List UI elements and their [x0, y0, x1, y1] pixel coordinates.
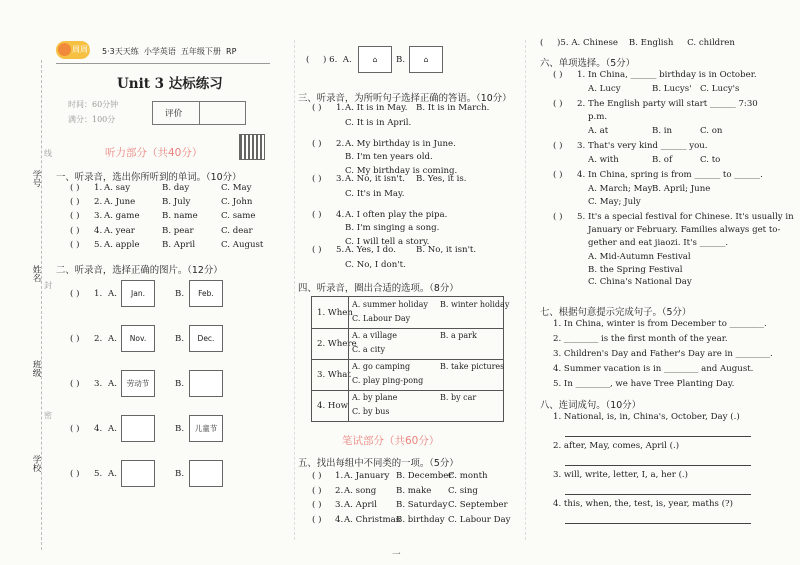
q5-option-a: A. January [344, 471, 390, 481]
student-name-label: 姓名 [31, 265, 41, 283]
table-column-divider [348, 297, 349, 421]
q6-option-b: B. Lucys' [652, 84, 692, 94]
q2-number: 5. [94, 469, 103, 479]
q6-option-c: C. Lucy's [700, 84, 740, 94]
answer-bracket: ( ) [70, 225, 80, 236]
q5-item-5: ( )5. A. Chinese B. English C. children [540, 38, 735, 48]
q4-option-b: B. by car [440, 393, 477, 402]
q2-item-6: ( ) 6. A. [306, 55, 352, 65]
answer-bracket: ( ) [553, 170, 563, 180]
q4-question: 2. Where [317, 339, 357, 349]
q6-number: 5. [577, 212, 586, 222]
answer-bracket: ( ) [70, 334, 80, 344]
q6-option-b: B. in [652, 126, 673, 136]
q1-number: 3. [94, 211, 103, 222]
q2-a-label: A. [108, 289, 117, 299]
q3-option-c: C. It is in April. [345, 118, 412, 128]
q2-6-b-label: B. [396, 55, 406, 65]
q1-option-c: C. August [221, 239, 264, 250]
q6-stem: In China, ______ birthday is in October. [588, 70, 757, 80]
q6-option: C. China's National Day [588, 277, 692, 287]
q2-image-b: Dec. [189, 325, 223, 352]
q1-option-c: C. John [221, 197, 253, 208]
q2-a-label: A. [108, 424, 117, 434]
q5-number: 4. [335, 514, 344, 525]
q1-option-c: C. dear [221, 225, 253, 236]
page-number: 一 [392, 550, 401, 560]
q1-option-a: A. apple [104, 239, 140, 250]
q2-b-label: B. [175, 469, 185, 479]
answer-line [565, 494, 751, 495]
answer-bracket: ( ) [70, 183, 80, 193]
writing-title: 笔试部分（共60分） [342, 435, 440, 447]
q6-option-a: A. with [588, 155, 619, 165]
answer-bracket: ( ) [312, 245, 322, 255]
q2-number: 3. [94, 379, 103, 389]
class-label: 班级 [31, 360, 41, 378]
q2-b-label: B. [175, 289, 185, 299]
q6-stem: That's very kind ______ you. [588, 141, 708, 151]
q3-number: 5. [336, 245, 345, 255]
q2-b-label: B. [175, 424, 185, 434]
q1-option-c: C. May [221, 183, 252, 193]
rating-box: 评价 [152, 101, 246, 125]
q4-option-b: B. a park [440, 331, 477, 340]
listening-title: 听力部分（共40分） [105, 147, 203, 159]
answer-bracket: ( ) [312, 174, 322, 184]
q2-image-a: 劳动节 [121, 370, 155, 397]
answer-bracket: ( ) [312, 138, 322, 149]
q6-option-b: B. April; June [652, 184, 711, 194]
q6-option-c: C. May; July [588, 197, 641, 207]
answer-bracket: ( ) [70, 379, 80, 389]
table-row-divider [312, 359, 503, 360]
table-row-divider [312, 328, 503, 329]
answer-bracket: ( ) [70, 424, 80, 434]
q1-number: 5. [94, 239, 103, 250]
q8-prompt: 3. will, write, letter, I, a, her (.) [553, 470, 689, 480]
q2-image-a: Nov. [121, 325, 155, 352]
q6-number: 2. [577, 99, 586, 109]
q1-option-a: A. June [104, 197, 136, 208]
q6-stem: In China, spring is from ______ to ______. [588, 170, 763, 180]
q6-stem: The English party will start ______ 7:30 [588, 99, 758, 109]
q8-prompt: 4. this, when, the, test, is, year, maths (?) [553, 499, 733, 509]
answer-bracket: ( ) [70, 211, 80, 222]
q1-title: 一、听录音，选出你所听到的单词。（10分） [56, 172, 242, 183]
q4-option-a: A. a village [352, 331, 397, 340]
q5-number: 3. [335, 500, 344, 510]
q4-question: 1. When [317, 308, 353, 318]
q2-number: 2. [94, 334, 103, 344]
q7-sentence: 1. In China, winter is from December to ________. [553, 319, 767, 329]
q2-image-b [189, 460, 223, 487]
q1-option-b: B. pear [162, 225, 194, 236]
q6-number: 3. [577, 141, 586, 151]
q6-stem-line: p.m. [588, 112, 608, 122]
school-label: 学校 [31, 455, 41, 473]
q5-number: 1. [335, 471, 344, 481]
q4-question: 4. How [317, 401, 348, 411]
seal-mark: 封 [44, 281, 52, 290]
q1-option-b: B. day [162, 183, 190, 193]
q6-option-b: B. of [652, 155, 673, 165]
answer-line [565, 436, 751, 437]
q3-option-a: A. It is in May. [345, 103, 408, 113]
q2-title: 二、听录音，选择正确的图片。（12分） [56, 265, 223, 276]
q3-option: A. My birthday is in June. [345, 138, 456, 149]
q2-image-b [189, 370, 223, 397]
seal-line-mark: 线 [44, 149, 52, 158]
answer-bracket: ( ) [553, 99, 563, 109]
page-title: Unit 3 达标练习 [117, 76, 223, 92]
q2-number: 1. [94, 289, 103, 299]
q2-number: 4. [94, 424, 103, 434]
q6-title: 六、单项选择。（5分） [540, 58, 636, 69]
q4-option-b: B. take pictures [440, 362, 505, 371]
q7-sentence: 3. Children's Day and Father's Day are in ________. [553, 349, 773, 359]
q4-option-c: C. by bus [352, 407, 390, 416]
q4-title: 四、听录音，圈出合适的选项。（8分） [298, 283, 459, 294]
answer-bracket: ( ) [312, 103, 322, 113]
q2-image-a [121, 415, 155, 442]
answer-bracket: ( ) [312, 471, 322, 481]
q5-option-b: B. make [396, 485, 432, 496]
q7-sentence: 4. Summer vacation is in ________ and August. [553, 364, 754, 374]
q8-prompt: 2. after, May, comes, April (.) [553, 441, 680, 451]
q3-title: 三、听录音，为所听句子选择正确的答语。（10分） [298, 93, 512, 104]
q1-option-b: B. name [162, 211, 198, 222]
q6-number: 4. [577, 170, 586, 180]
q8-title: 八、连词成句。（10分） [540, 400, 641, 411]
q2-image-b: 儿童节 [189, 415, 223, 442]
q2-b-label: B. [175, 379, 185, 389]
q5-option-a: A. Christmas [344, 514, 401, 525]
q7-sentence: 2. ________ is the first month of the year. [553, 334, 728, 344]
q1-option-c: C. same [221, 211, 256, 222]
q1-number: 1. [94, 183, 103, 193]
q2-image-6b: ⌂ [409, 46, 443, 73]
binding-line [41, 60, 42, 550]
column-divider-2 [525, 40, 526, 540]
time-limit: 时间：60分钟 [68, 100, 119, 109]
q3-number: 3. [336, 174, 345, 184]
q1-option-b: B. April [162, 239, 196, 250]
q2-a-label: A. [108, 379, 117, 389]
q5-option-c: C. Labour Day [448, 514, 511, 525]
q5-number: 2. [335, 485, 344, 496]
q6-option-a: A. Lucy [588, 84, 621, 94]
q1-option-a: A. year [104, 225, 135, 236]
answer-bracket: ( ) [312, 485, 322, 496]
header-rule [56, 63, 270, 64]
q6-option: A. Mid-Autumn Festival [588, 252, 691, 262]
q3-option-a: A. No, it isn't. [345, 174, 406, 184]
q3-option-b: B. No, it isn't. [416, 245, 477, 255]
q3-number: 1. [336, 103, 345, 113]
q2-image-a: Jan. [121, 280, 155, 307]
q5-title: 五、找出每组中不同类的一项。（5分） [298, 458, 459, 469]
q3-option-c: C. It's in May. [345, 189, 405, 199]
q3-option: C. My birthday is coming. [345, 165, 458, 176]
q4-option-a: A. by plane [352, 393, 398, 402]
q5-option-a: A. April [344, 500, 377, 510]
q1-number: 4. [94, 225, 103, 236]
q6-stem: It's a special festival for Chinese. It's usually in [588, 212, 794, 222]
q5-option-c: C. September [448, 500, 508, 510]
q1-option-a: A. say [104, 183, 131, 193]
q1-option-b: B. July [162, 197, 191, 208]
q2-a-label: A. [108, 334, 117, 344]
answer-bracket: ( ) [70, 197, 80, 208]
q6-stem-line: gether and eat jiaozi. It's ______. [588, 238, 729, 248]
q8-prompt: 1. National, is, in, China's, October, Day (.) [553, 412, 740, 422]
q3-option-b: B. Yes, it is. [416, 174, 467, 184]
answer-line [565, 465, 751, 466]
q3-number: 2. [336, 138, 345, 149]
q6-option-c: C. on [700, 126, 723, 136]
q5-option-b: B. birthday [396, 514, 445, 525]
q1-option-a: A. game [104, 211, 140, 222]
q1-number: 2. [94, 197, 103, 208]
answer-bracket: ( ) [553, 141, 563, 151]
answer-bracket: ( ) [70, 289, 80, 299]
q4-option-c: C. Labour Day [352, 314, 411, 323]
table-row-divider [312, 390, 503, 391]
q5-option-c: C. month [448, 471, 488, 481]
q2-image-6a: ⌂ [358, 46, 392, 73]
column-divider-1 [294, 40, 295, 540]
q6-option-a: A. March; May [588, 184, 653, 194]
answer-bracket: ( ) [70, 469, 80, 479]
q4-option-a: A. summer holiday [352, 300, 428, 309]
q3-option-c: C. No, I don't. [345, 260, 406, 270]
q4-option-b: B. winter holiday [440, 300, 510, 309]
q6-number: 1. [577, 70, 586, 80]
q2-a-label: A. [108, 469, 117, 479]
answer-bracket: ( ) [553, 70, 563, 80]
q3-option-b: B. It is in March. [416, 103, 490, 113]
q7-sentence: 5. In ________, we have Tree Planting Day. [553, 379, 735, 389]
q4-table [311, 296, 510, 422]
q4-option-c: C. play ping-pong [352, 376, 424, 385]
q5-option-b: B. December [396, 471, 453, 481]
answer-bracket: ( ) [312, 209, 322, 220]
q6-option-a: A. at [588, 126, 609, 136]
header-info: 5·3天天练 小学英语 五年级下册 RP [102, 47, 237, 56]
full-score: 满分：100分 [68, 115, 116, 124]
brand-logo: 周周卷 [56, 41, 90, 59]
q5-option-c: C. sing [448, 485, 478, 496]
q3-option: B. I'm singing a song. [345, 223, 440, 233]
qr-code [240, 135, 264, 159]
q3-option: C. I will tell a story. [345, 236, 430, 247]
answer-line [565, 523, 751, 524]
q7-title: 七、根据句意提示完成句子。（5分） [540, 307, 692, 318]
q2-image-b: Feb. [189, 280, 223, 307]
answer-bracket: ( ) [70, 239, 80, 250]
answer-bracket: ( ) [312, 500, 322, 510]
q2-b-label: B. [175, 334, 185, 344]
q2-image-a [121, 460, 155, 487]
q4-option-a: A. go camping [352, 362, 411, 371]
q3-number: 4. [336, 209, 345, 220]
q6-stem-line: January or February. Families always get to- [588, 225, 781, 235]
q5-option-a: A. song [344, 485, 377, 496]
answer-bracket: ( ) [312, 514, 322, 525]
student-id-label: 学号 [31, 170, 41, 188]
q4-question: 3. What [317, 370, 351, 380]
q6-option: B. the Spring Festival [588, 264, 683, 275]
answer-bracket: ( ) [553, 212, 563, 222]
q6-option-c: C. to [700, 155, 721, 165]
q3-option: A. I often play the pipa. [345, 209, 448, 220]
q4-option-c: C. a city [352, 345, 386, 354]
q3-option-a: A. Yes, I do. [345, 245, 396, 255]
q5-option-b: B. Saturday [396, 500, 448, 510]
secret-mark: 密 [44, 411, 52, 420]
q3-option: B. I'm ten years old. [345, 152, 433, 162]
